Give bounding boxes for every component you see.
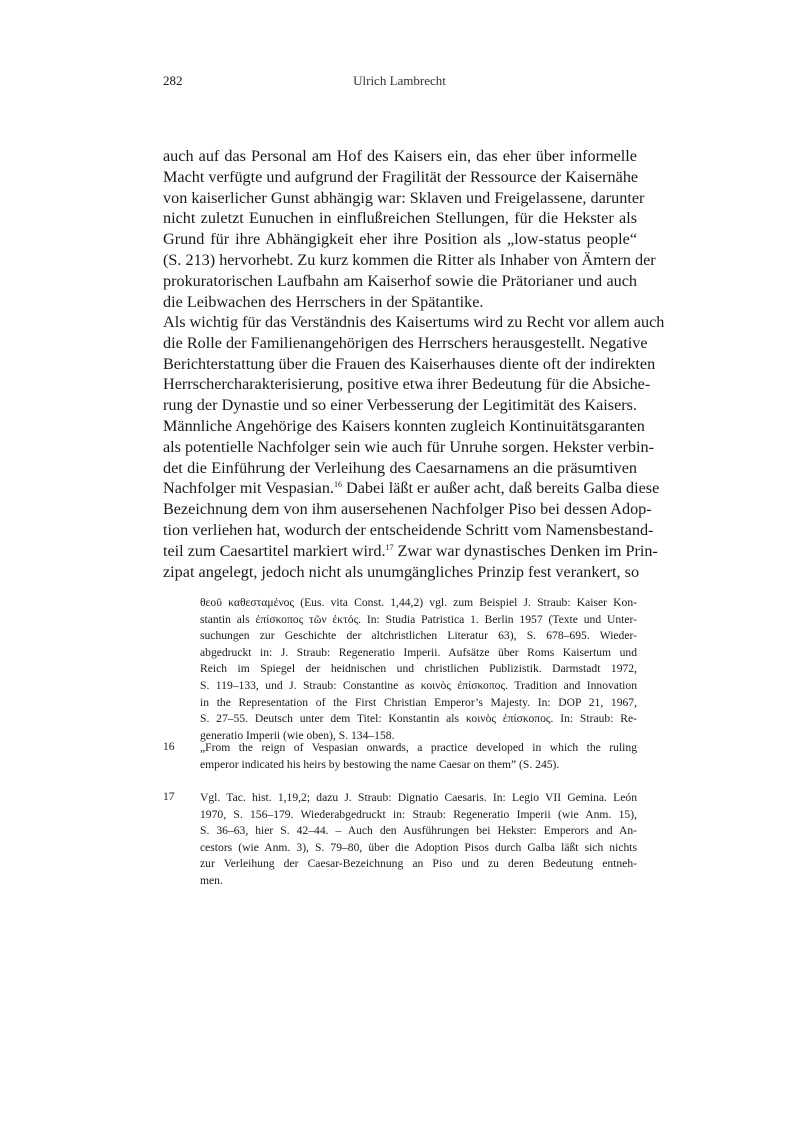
text-line: Bezeichnung dem von ihm ausersehenen Nachfolger Piso bei dessen Adop- (163, 500, 652, 519)
page-number: 282 (163, 73, 183, 88)
footnote-line: suchungen zur Geschichte der altchristlichen Literatur 63), S. 678–695. Wieder- (200, 629, 637, 643)
text-line: Herrschercharakterisierung, positive etwa ihrer Bedeutung für die Absiche- (163, 375, 651, 394)
text-line: Grund für ihre Abhängigkeit eher ihre Position als „low-status people“ (163, 230, 637, 249)
text-line: als potentielle Nachfolger sein wie auch für Unruhe sorgen. Hekster verbin- (163, 437, 654, 456)
footnote-number: 16 (163, 740, 175, 753)
text-line: Als wichtig für das Verständnis des Kaisertums wird zu Recht vor allem auch (163, 313, 665, 331)
text-line: Berichterstattung über die Frauen des Kaiserhauses diente oft der indirekten (163, 354, 656, 373)
text-line: det die Einführung der Verleihung des Caesarnamens an die präsumtiven (163, 458, 637, 477)
text-line: rung der Dynastie und so einer Verbesserung der Legitimität des Kaisers. (163, 396, 637, 415)
footnote-line: in the Representation of the First Christian Emperor’s Majesty. In: DOP 21, 1967, (200, 695, 637, 709)
paragraph-1 (163, 146, 656, 312)
footnote-continued (163, 595, 637, 744)
text-line: Macht verfügte und aufgrund der Fragilität der Ressource der Kaisernähe (163, 167, 639, 186)
footnote-line: abgedruckt in: J. Straub: Regeneratio Imperii. Aufsätze über Roms Kaisertum und (200, 645, 637, 659)
text-segment: Nachfolger mit Vespasian. (163, 479, 334, 498)
text-line: Männliche Angehörige des Kaisers konnten zugleich Kontinuitätsgaranten (163, 416, 645, 435)
footnote-line: emperor indicated his heirs by bestowing the name Caesar on them” (S. 245). (200, 757, 560, 771)
footnote-line: generatio Imperii (wie oben), S. 134–158. (200, 728, 395, 742)
footnote-line: stantin als ἐπίσκοπος τῶν ἐκτός. In: Studia Patristica 1. Berlin 1957 (Texte und Unter- (200, 612, 637, 626)
footnote-line: 1970, S. 156–179. Wiederabgedruckt in: Straub: Regeneratio Imperii (wie Anm. 15), (200, 807, 637, 821)
text-line: tion verliehen hat, wodurch der entscheidende Schritt vom Namensbestand- (163, 520, 654, 539)
footnote-line: S. 27–55. Deutsch unter dem Titel: Konstantin als κοινὸς ἐπίσκοπος. In: Straub: Re- (200, 712, 637, 726)
footnote-line: Reich im Spiegel der heidnischen und christlichen Publizistik. Darmstadt 1972, (200, 662, 637, 676)
text-line: von kaiserlicher Gunst abhängig war: Sklaven und Freigelassene, darunter (163, 188, 645, 207)
footnote-number: 17 (163, 790, 175, 803)
text-line: die Leibwachen des Herrschers in der Spätantike. (163, 292, 484, 311)
footnote-line: θεοῦ καθεσταμένος (Eus. vita Const. 1,44,2) vgl. zum Beispiel J. Straub: Kaiser Kon- (200, 596, 637, 609)
text-line: zipat angelegt, jedoch nicht als unumgängliches Prinzip fest verankert, so (163, 562, 640, 581)
text-line: auch auf das Personal am Hof des Kaisers ein, das eher über informelle (163, 147, 637, 165)
text-line: prokuratorischen Laufbahn am Kaiserhof sowie die Prätorianer und auch (163, 271, 637, 290)
footnote-line: men. (200, 873, 223, 887)
footnote-line: S. 119–133, und J. Straub: Constantine as κοινὸς ἐπίσκοπος. Tradition and Innovation (200, 678, 637, 692)
running-head: Ulrich Lambrecht (353, 73, 446, 88)
paragraph-2 (163, 312, 665, 582)
footnote-ref-17[interactable]: 17 (385, 542, 394, 552)
text-segment: Zwar war dynastisches Denken im Prin- (393, 541, 658, 560)
footnote-line: „From the reign of Vespasian onwards, a practice developed in which the ruling (200, 741, 637, 754)
text-line: (S. 213) hervorhebt. Zu kurz kommen die Ritter als Inhaber von Ämtern der (163, 250, 656, 269)
footnote-line: zur Verleihung der Caesar-Bezeichnung an Piso und zu deren Bedeutung entneh- (200, 857, 637, 871)
footnote-16 (163, 740, 637, 773)
text-line: nicht zuletzt Eunuchen in einflußreichen Stellungen, für die Hekster als (163, 209, 637, 228)
footnote-line: Vgl. Tac. hist. 1,19,2; dazu J. Straub: Dignatio Caesaris. In: Legio VII Gemina. León (200, 791, 637, 804)
footnote-line: S. 36–63, hier S. 42–44. – Auch den Ausführungen bei Hekster: Emperors and An- (200, 824, 637, 838)
footnote-ref-16[interactable]: 16 (333, 480, 342, 490)
text-line (163, 478, 660, 499)
text-segment: Dabei läßt er außer acht, daß bereits Galba diese (341, 479, 660, 498)
text-segment: teil zum Caesartitel markiert wird. (163, 541, 386, 560)
footnote-line: cestors (wie Anm. 3), S. 79–80, über die Adoption Pisos durch Galba läßt sich nichts (200, 840, 637, 854)
text-line: die Rolle der Familienangehörigen des Herrschers herausgestellt. Negative (163, 333, 648, 352)
footnote-17 (163, 790, 637, 890)
text-line (163, 541, 658, 562)
